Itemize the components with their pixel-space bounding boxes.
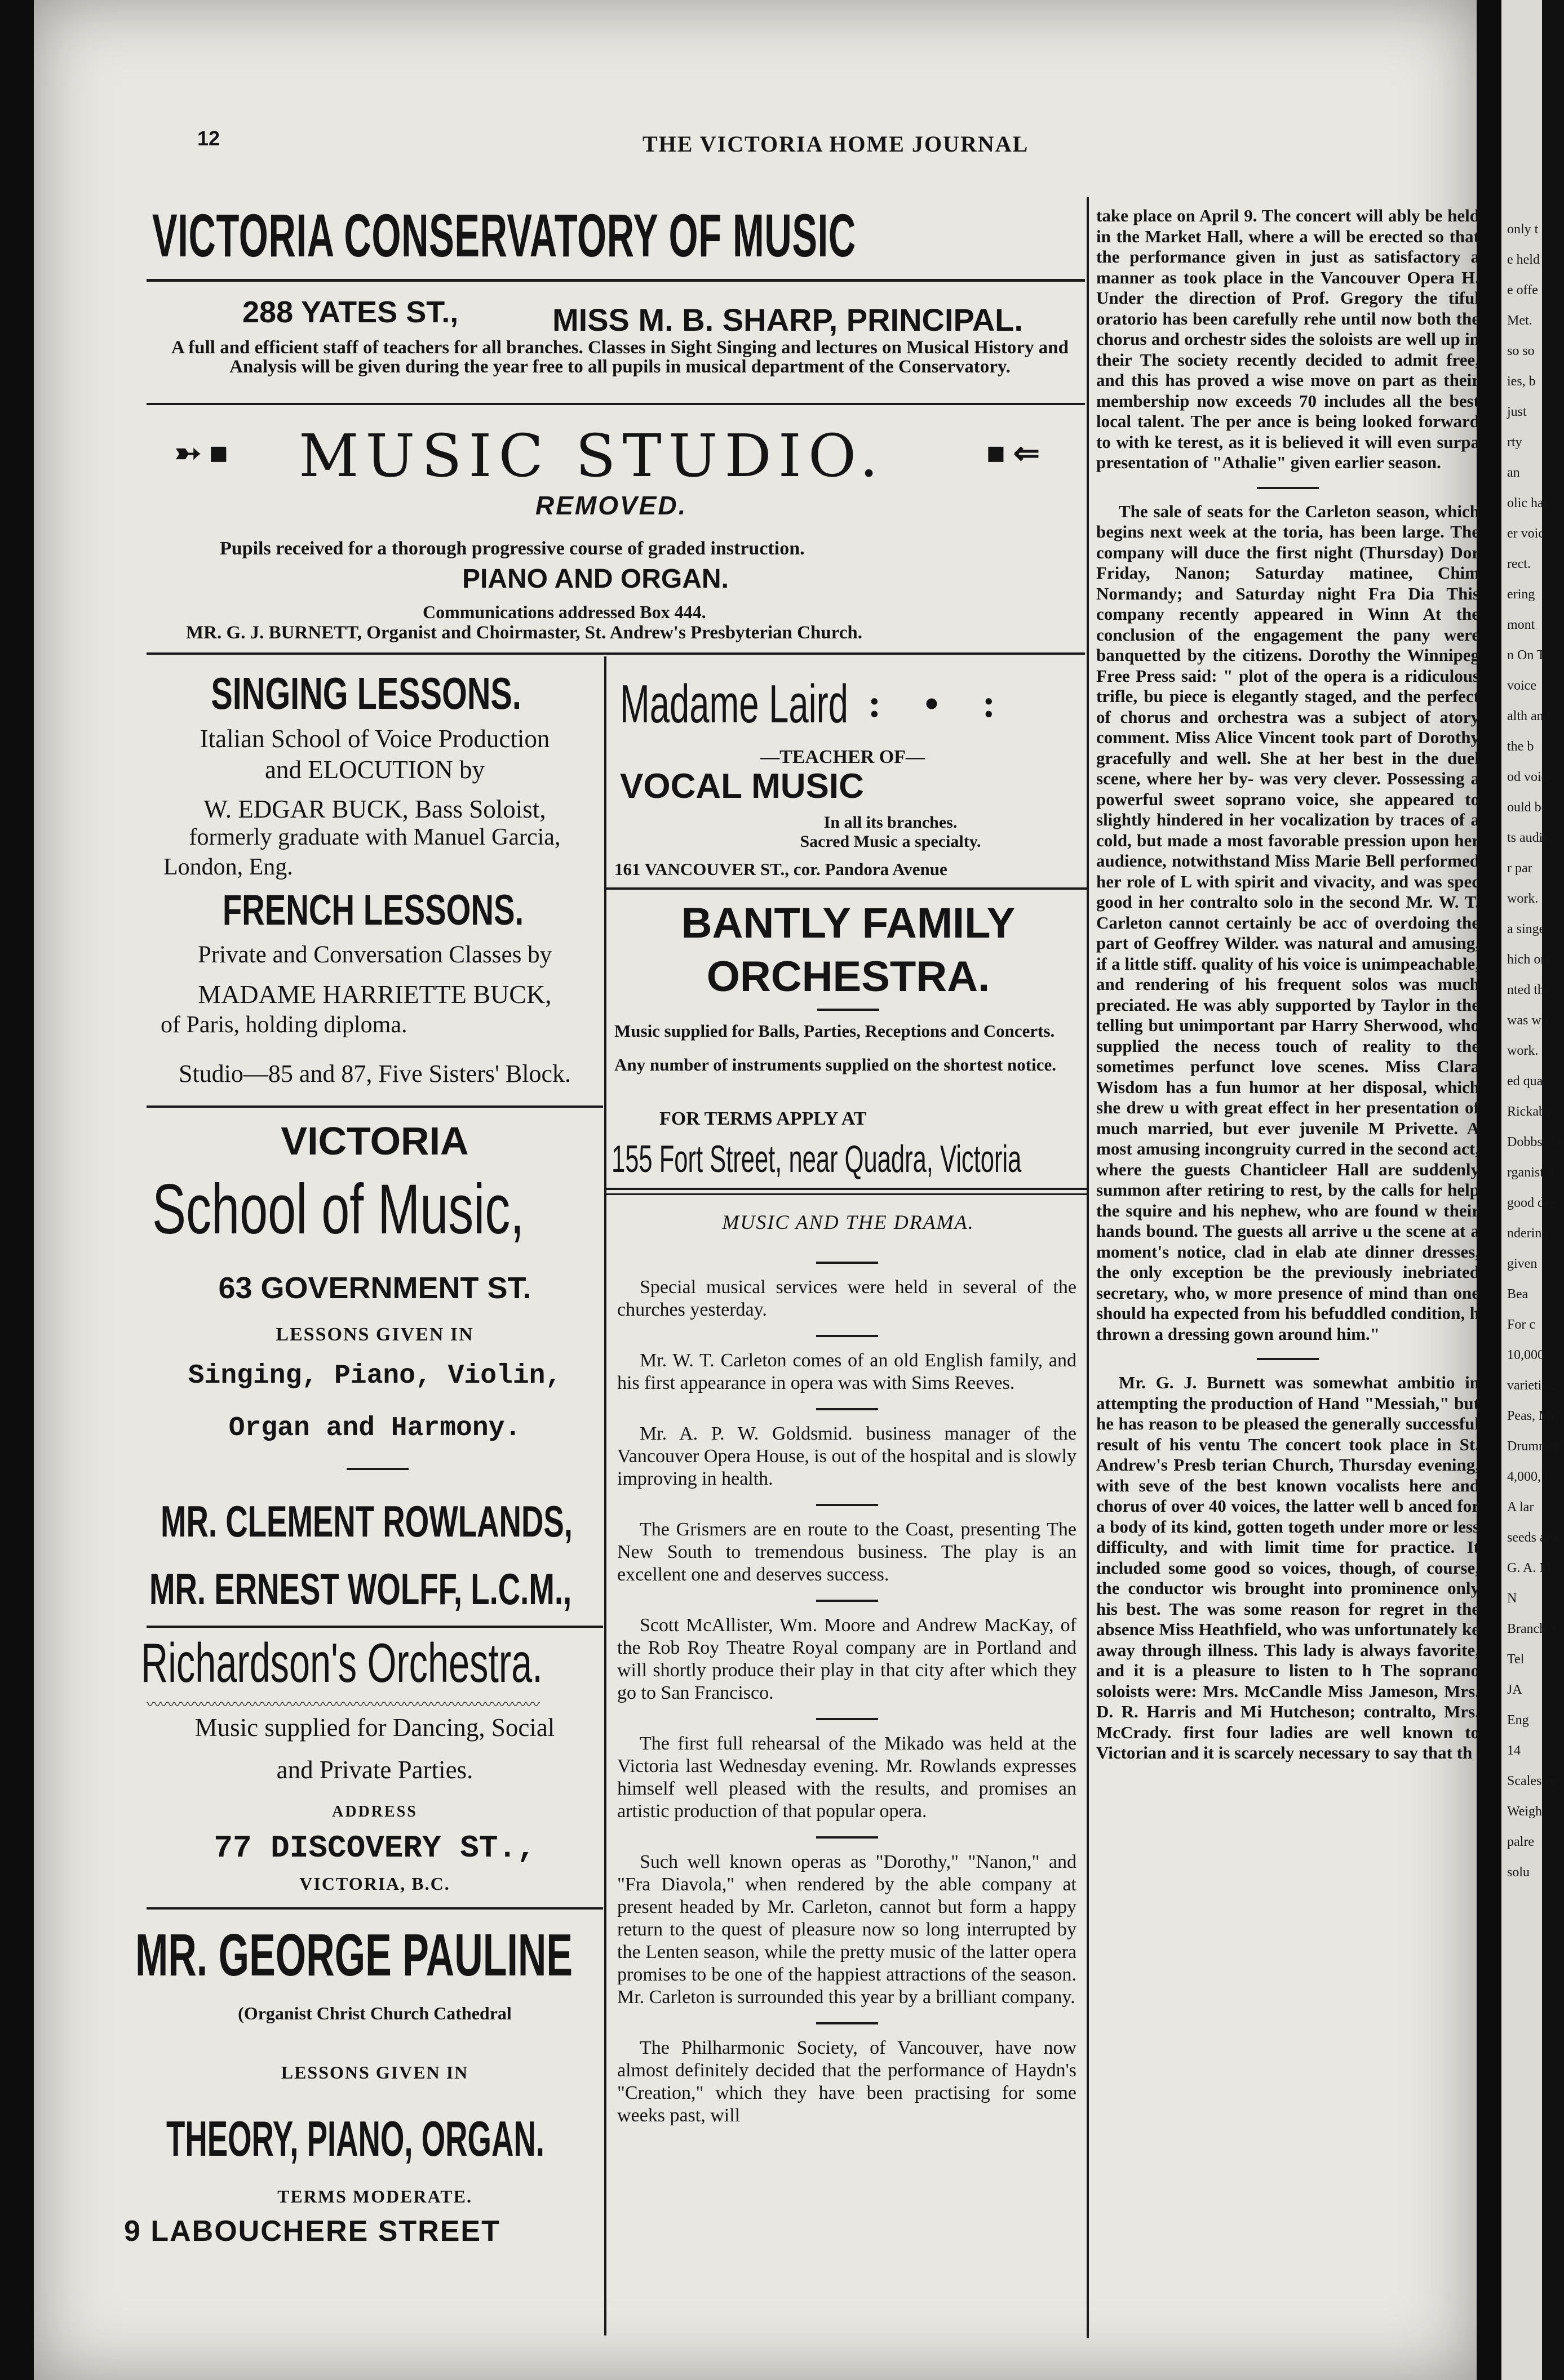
journal-title: THE VICTORIA HOME JOURNAL [643, 131, 1029, 157]
adjacent-page-fragment: r par [1507, 861, 1532, 876]
orchestra-line-1: Music supplied for Dancing, Social [194, 1713, 555, 1742]
laird-line-2: Sacred Music a specialty. [800, 832, 981, 851]
adjacent-page-fragment: so so [1507, 344, 1535, 358]
adjacent-page-fragment: nted the [1507, 983, 1550, 997]
adjacent-page-fragment: Bea [1507, 1287, 1528, 1302]
right-paragraph: Mr. G. J. Burnett was somewhat ambitio in attempting the production of Hand "Messiah," but he has reason to be pleased the generally successful result of his ventu The concert took place in St. Andrew's Presb terian Church, Thursday evening, with seve of the best known vocalists here and chorus of over 40 voices, the latter well b anced for a body of its kind, gotten togeth under more or less difficulty, and with limit time for practice. It included some good so voices, though, of course, the conductor wis brought into prominence only his best. The was some reason for regret in the absence Miss Heathfield, who was unfortunately ke away through illness. This lady is always favorite, and it is a pleasure to listen to h The soprano soloists were: Mrs. McCandle Miss Jameson, Mrs. D. R. Harris and Mi Hutcheson; contralto, Mrs. McCrady. first four ladies are well known to Victorian and it is scarcely necessary to say that th [1096, 1373, 1479, 1762]
bantly-line-3: Music supplied for Balls, Parties, Receptions and Concerts. [614, 1021, 1055, 1041]
adjacent-page-fragment: 4,000, i [1507, 1469, 1548, 1484]
school-subjects-1: Singing, Piano, Violin, [188, 1361, 562, 1391]
pauline-line-5: 9 LABOUCHERE STREET [124, 2215, 500, 2248]
drama-paragraph: Mr. A. P. W. Goldsmid. business manager of the Vancouver Opera House, is out of the hospital and is slowly improving in health. [617, 1423, 1076, 1489]
drama-column [617, 1254, 1076, 2375]
adjacent-page-fragment: ndering [1507, 1226, 1549, 1241]
adjacent-page-fragment: alth and [1507, 709, 1550, 723]
adjacent-page-fragment: good dea [1507, 1196, 1557, 1210]
adjacent-page-fragment: Weigh [1507, 1804, 1543, 1819]
adjacent-page-fragment: Met. [1507, 313, 1532, 328]
bantly-line-4: Any number of instruments supplied on the shortest notice. [614, 1055, 1056, 1074]
laird-rule [606, 887, 1087, 890]
drama-rule-0 [816, 1262, 878, 1264]
adjacent-page-fragment: Peas, Mi [1507, 1409, 1554, 1423]
laird-dots: : • : [868, 682, 1013, 726]
adjacent-page-fragment: rganist. I [1507, 1165, 1555, 1180]
adjacent-page-fragment: rect. [1507, 557, 1531, 571]
adjacent-page-fragment: palre [1507, 1835, 1534, 1849]
drama-title: MUSIC AND THE DRAMA. [722, 1211, 974, 1233]
drama-rule-5 [816, 1718, 878, 1720]
school-rule [347, 1468, 409, 1470]
french-line-1: Private and Conversation Classes by [197, 942, 552, 968]
adjacent-page-strip [1494, 0, 1564, 2380]
pauline-title: MR. GEORGE PAULINE [135, 1922, 573, 1988]
drama-rule-2 [816, 1408, 878, 1410]
adjacent-page-fragment: Rickaby, [1507, 1104, 1555, 1119]
pauline-line-3: THEORY, PIANO, ORGAN. [166, 2111, 544, 2166]
orchestra-city: VICTORIA, B.C. [299, 1873, 450, 1894]
teacher-rule [147, 1626, 603, 1628]
drama-paragraph: The Grismers are en route to the Coast, presenting The New South to tremendous business. The play is an excellent one and deserves success. [617, 1519, 1076, 1585]
adjacent-page-fragment: the b [1507, 739, 1534, 754]
french-rule-bottom [147, 1105, 603, 1108]
adjacent-page-fragment: Drummon [1507, 1439, 1563, 1454]
adjacent-page-fragment: voice [1507, 678, 1536, 693]
drama-rule-3 [816, 1504, 878, 1506]
school-address: 63 GOVERNMENT ST. [218, 1271, 531, 1305]
adjacent-page-fragment: work. [1507, 1044, 1539, 1058]
school-line-2: School of Music, [152, 1170, 525, 1249]
school-subjects-2: Organ and Harmony. [228, 1413, 521, 1444]
adjacent-page-fragment: JA [1507, 1682, 1522, 1697]
adjacent-page-fragment: given [1507, 1256, 1538, 1271]
studio-line-4: MR. G. J. BURNETT, Organist and Choirmaster, St. Andrew's Presbyterian Church. [186, 623, 862, 643]
adjacent-page-fragment: n On T [1507, 648, 1545, 663]
adjacent-page-fragment: ies, b [1507, 374, 1536, 389]
adjacent-page-fragment: mont [1507, 618, 1535, 632]
drama-paragraph: Special musical services were held in several of the churches yesterday. [617, 1277, 1076, 1320]
adjacent-page-fragment: Dobbs. Th [1507, 1135, 1564, 1149]
conservatory-rule-bottom [147, 403, 1085, 405]
adjacent-page-fragment: od voice [1507, 770, 1553, 784]
singing-line-5: London, Eng. [163, 854, 293, 880]
drama-paragraph: Mr. W. T. Carleton comes of an old English family, and his first appearance in opera was with Sims Reeves. [617, 1350, 1076, 1393]
laird-address: 161 VANCOUVER ST., cor. Pandora Avenue [614, 859, 947, 879]
school-line-1: VICTORIA [281, 1119, 469, 1163]
adjacent-page-fragment: 10,000 [1507, 1348, 1544, 1362]
laird-title: Madame Laird [620, 674, 849, 734]
studio-rule-bottom [147, 652, 1085, 655]
adjacent-page-fragment: solu [1507, 1865, 1530, 1880]
adjacent-page-fragment: ould be [1507, 800, 1548, 815]
french-title: FRENCH LESSONS. [222, 886, 524, 934]
adjacent-page-fragment: For c [1507, 1317, 1535, 1332]
bantly-rule-bottom-2 [606, 1193, 1087, 1195]
adjacent-page-fragment: 14 [1507, 1743, 1521, 1758]
adjacent-page-fragments [1504, 214, 1564, 1888]
drama-paragraph: The first full rehearsal of the Mikado was held at the Victoria last Wednesday evening. Mr. Rowlands expresses himself well pleased with the results, and promises an artistic production of that popular opera. [617, 1733, 1076, 1822]
conservatory-principal: MISS M. B. SHARP, PRINCIPAL. [552, 302, 1023, 338]
adjacent-page-fragment: G. A. M [1507, 1561, 1552, 1575]
orchestra-rule [147, 1907, 603, 1910]
orchestra-address-label: ADDRESS [332, 1803, 418, 1820]
laird-teacher: —TEACHER OF— [760, 747, 925, 767]
teacher-1: MR. CLEMENT ROWLANDS, [161, 1497, 573, 1546]
bantly-rule [817, 1009, 879, 1011]
adjacent-page-fragment: an [1507, 465, 1520, 480]
pauline-line-4: TERMS MODERATE. [277, 2186, 472, 2206]
adjacent-page-fragment: e offe [1507, 283, 1538, 298]
column-divider-right [1087, 197, 1089, 2338]
bantly-address: 155 Fort Street, near Quadra, Victoria [612, 1138, 1022, 1180]
right-column [1096, 206, 1479, 2364]
adjacent-page-fragment: N [1507, 1591, 1517, 1606]
orchestra-address: 77 DISCOVERY ST., [214, 1830, 536, 1866]
bantly-rule-bottom-1 [606, 1188, 1087, 1190]
drama-paragraph: The Philharmonic Society, of Vancouver, have now almost definitely decided that the performance of Haydn's "Creation," which they have been practising for some weeks past, will [617, 2037, 1076, 2126]
singing-title: SINGING LESSONS. [211, 668, 521, 718]
singing-line-2: and ELOCUTION by [265, 756, 485, 784]
adjacent-page-fragment: Eng [1507, 1713, 1529, 1728]
adjacent-page-fragment: just [1507, 405, 1527, 419]
adjacent-page-fragment: ering [1507, 587, 1535, 602]
orchestra-wave: 〰〰〰〰〰〰〰〰〰〰〰〰〰〰〰〰〰〰〰〰〰〰〰〰〰〰〰〰〰 [147, 1697, 539, 1713]
bantly-terms: FOR TERMS APPLY AT [659, 1108, 867, 1129]
french-line-2: MADAME HARRIETTE BUCK, [198, 980, 552, 1009]
adjacent-page-fragment: rty [1507, 435, 1522, 450]
page-gutter [1494, 0, 1501, 2380]
studio-line-3: Communications addressed Box 444. [423, 602, 706, 622]
drama-paragraph: Scott McAllister, Wm. Moore and Andrew MacKay, of the Rob Roy Theatre Royal company are in Portland and will shortly produce their play in that city after which they go to San Francisco. [617, 1615, 1076, 1703]
drama-paragraph: Such well known operas as "Dorothy," "Nanon," and "Fra Diavola," when rendered by the able company at present headed by Mr. Carleton, cannot but form a happy return to the quest of pleasure now so long interrupted by the Lenten season, while the pretty music of the latter opera promises to be one of the happiest attractions of the season. Mr. Carleton is surrounded this year by a brilliant company. [617, 1851, 1076, 2008]
right-rule-1 [1257, 487, 1319, 489]
adjacent-page-fragment: e held [1507, 252, 1540, 267]
adjacent-page-fragment: Branch S [1507, 1622, 1557, 1636]
orchestra-title: Richardson's Orchestra. [141, 1632, 543, 1694]
studio-line-2: PIANO AND ORGAN. [462, 564, 729, 594]
conservatory-address: 288 YATES ST., [242, 295, 459, 329]
teacher-2: MR. ERNEST WOLFF, L.C.M., [149, 1564, 572, 1614]
page-number: 12 [197, 127, 220, 150]
singing-line-3: W. EDGAR BUCK, Bass Soloist, [203, 795, 546, 823]
adjacent-page-fragment: only t [1507, 222, 1539, 237]
singing-line-4: formerly graduate with Manuel Garcia, [189, 824, 561, 850]
drama-rule-7 [816, 2022, 878, 2024]
singing-line-1: Italian School of Voice Production [200, 725, 550, 753]
adjacent-page-fragment: Scales re [1507, 1774, 1556, 1788]
adjacent-page-fragment: seeds alw [1507, 1530, 1559, 1545]
adjacent-page-fragment: hich onl [1507, 952, 1551, 967]
conservatory-rule-top [147, 279, 1085, 282]
conservatory-description: A full and efficient staff of teachers for all branches. Classes in Sight Singing and lectures on Musical History and Analysis will be given during the year free to all pupils in musical department of the Conservatory. [171, 338, 1069, 377]
orchestra-line-2: and Private Parties. [276, 1756, 473, 1784]
bantly-line-2: ORCHESTRA. [706, 953, 990, 1001]
bantly-line-1: BANTLY FAMILY [681, 899, 1016, 947]
adjacent-page-fragment: work. [1507, 891, 1539, 906]
adjacent-page-fragment: er voic [1507, 526, 1544, 541]
french-line-4: Studio—85 and 87, Five Sisters' Block. [178, 1060, 571, 1087]
adjacent-page-fragment: varieties, [1507, 1378, 1557, 1393]
adjacent-page-fragment: olic har [1507, 496, 1548, 510]
adjacent-page-fragment: A lar [1507, 1500, 1534, 1515]
drama-rule-4 [816, 1600, 878, 1602]
pauline-line-2: LESSONS GIVEN IN [281, 2062, 469, 2082]
adjacent-page-fragment: Tel [1507, 1652, 1525, 1667]
right-paragraph: take place on April 9. The concert will ably be held in the Market Hall, where a will be erected so that the performance given in just as satisfactory a manner as took place in the Vancouver Opera H. Under the direction of Prof. Gregory the tiful oratorio has been carefully rehe until now both the chorus and orchestr sides the soloists are well up in their The society recently decided to admit free, and this has proved a wise move on part as their membership now exceeds 70 includes all the best local talent. The per ance is being looked forward to with ke terest, as it is believed it will even surpa presentation of "Athalie" given earlier season. [1096, 206, 1479, 472]
pauline-line-1: (Organist Christ Church Cathedral [238, 2003, 512, 2023]
adjacent-page-fragment: a singe [1507, 922, 1545, 936]
laird-subject: VOCAL MUSIC [620, 767, 864, 806]
adjacent-page-fragment: ts audie [1507, 831, 1549, 845]
right-ornament: ■ ⇐ [986, 436, 1040, 471]
studio-line-1: Pupils received for a thorough progressive course of graded instruction. [220, 538, 805, 559]
studio-title: MUSIC STUDIO. [299, 421, 885, 490]
laird-line-1: In all its branches. [823, 813, 958, 832]
column-divider-left [604, 656, 606, 2335]
newspaper-page [34, 0, 1477, 2380]
drama-rule-6 [816, 1836, 878, 1839]
left-ornament: ➳ ■ [175, 436, 228, 471]
drama-rule-1 [816, 1335, 878, 1337]
right-rule-2 [1257, 1358, 1319, 1360]
conservatory-title: VICTORIA CONSERVATORY OF MUSIC [152, 201, 856, 269]
right-paragraph: The sale of seats for the Carleton season, which begins next week at the toria, has been large. The company will duce the first night (Thursday) Dor Friday, Nanon; Saturday matinee, Chim Normandy; and Saturday night Fra Dia This company recently appeared in Winn At the conclusion of the engagement the pany were banquetted by the citizens. Dorothy the Winnipeg Free Press said: " plot of the opera is a ridiculous trifle, bu piece is elegantly staged, and the perfect of chorus and orchestra was a subject of atory comment. Miss Alice Vincent took part of Dorothy gracefully and well. She at her best in the duel scene, where her by- was very clever. Possessing a powerful sweet soprano voice, she appeared to slightly hindered in her vocalization by traces of a cold, but made a most favorable pression upon her audience, notwithstand Miss Marie Bell performed her role of L with spirit and vivacity, and was spec good in her contralto solo in the second Mr. W. T. Carleton cannot certainly be acc of overdoing the part of Geoffrey Wilder. was natural and amusing, if a little stiff. quality of his voice is unimpeachable, and rendering of his frequent solos was much preciated. He was ably supported by Taylor in the telling but unimportant par Harry Sherwood, who supplied the necess touch of reality to the sometimes perfunct love scenes. Miss Clara Wisdom has a fun humor at her disposal, which she drew u with great effect in her presentation of much married, but ever juvenile M Privette. A most amusing incongruity curred in the second act, where the guests Chanticleer Hall are suddenly summon after retiring to rest, by the calls for help the squire and his nephew, who are found w their hands bound. The guests all arrive u the scene at a moment's notice, clad in elab ate dinner dresses, the only exception be the previously inebriated secretary, who, w more presence of mind than one should ha expected from his befuddled condition, h thrown a dressing gown around him." [1096, 501, 1479, 1344]
studio-subtitle: REMOVED. [535, 491, 688, 520]
school-lessons: LESSONS GIVEN IN [276, 1324, 474, 1345]
french-line-3: of Paris, holding diploma. [161, 1012, 407, 1038]
adjacent-page-fragment: was wit [1507, 1013, 1549, 1028]
adjacent-page-fragment: ed qua [1507, 1074, 1543, 1089]
